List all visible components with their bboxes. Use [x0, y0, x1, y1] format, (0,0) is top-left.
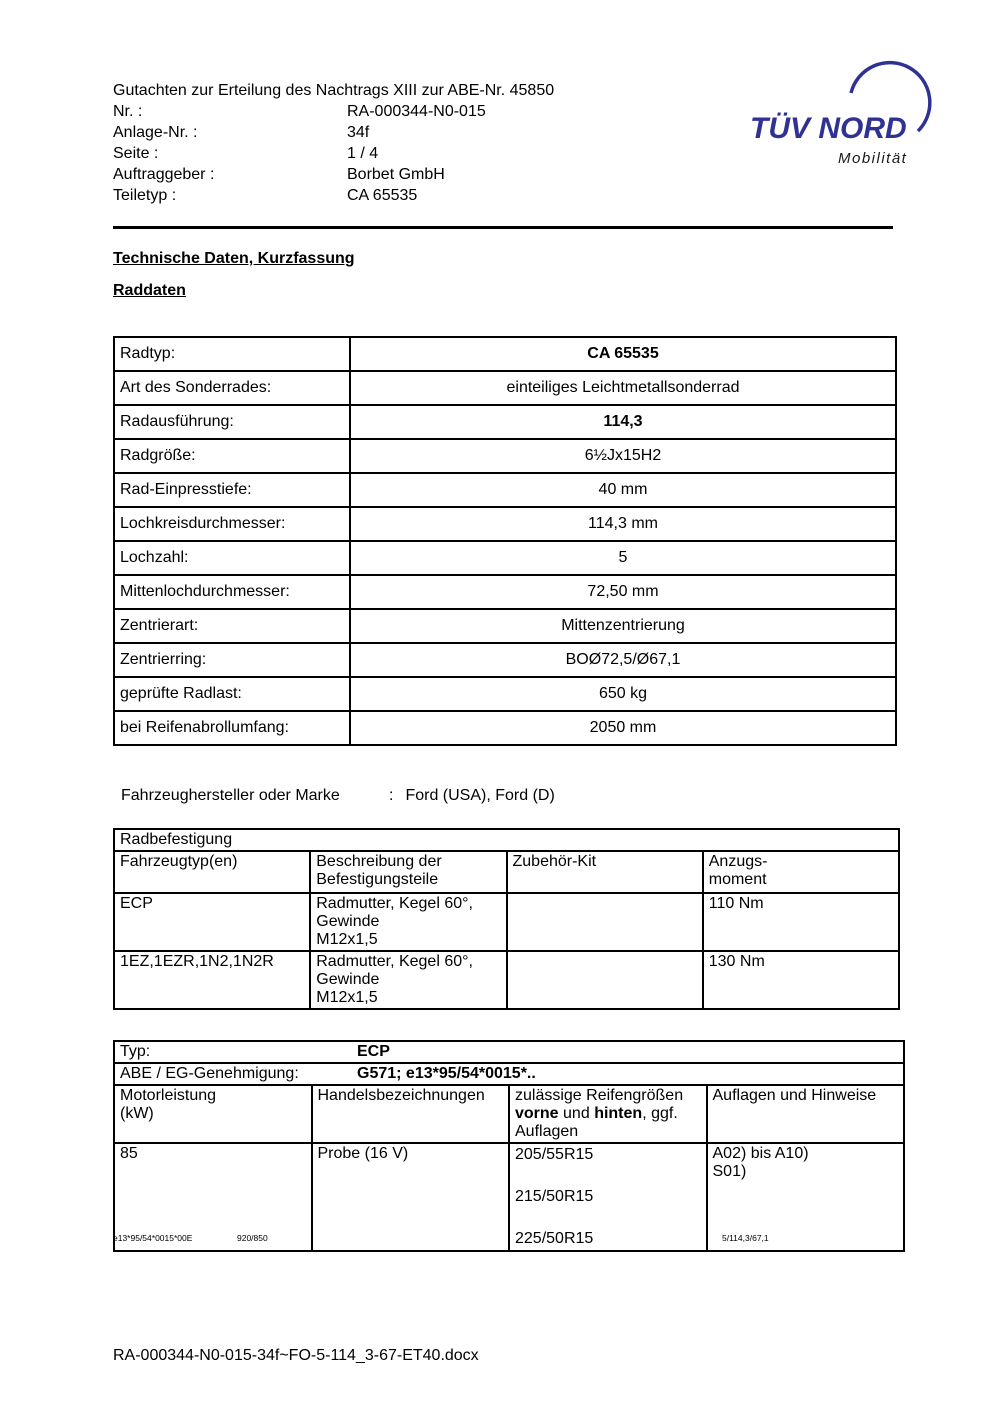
row-value: Mittenzentrierung [350, 609, 896, 643]
table-row [114, 439, 896, 473]
table-row [114, 405, 896, 439]
handelsbezeichnung-cell: Probe (16 V) [312, 1143, 510, 1251]
auflage-line: S01) [712, 1163, 747, 1180]
row-value: 114,3 mm [350, 507, 896, 541]
typ-value: ECP [357, 1043, 390, 1060]
beschreibung-line: M12x1,5 [316, 931, 378, 948]
tire-size: 205/55R15 [515, 1146, 594, 1163]
row-value: einteiliges Leichtmetallsonderrad [350, 371, 896, 405]
header-field-anlage [113, 122, 554, 143]
field-value: 34f [347, 124, 370, 141]
table-row [114, 609, 896, 643]
table-title-row [114, 829, 899, 851]
logo-brand-text: TÜV NORD [750, 112, 907, 145]
table-header-row [114, 1085, 904, 1143]
row-value: CA 65535 [350, 337, 896, 371]
hersteller-value: Ford (USA), Ford (D) [405, 787, 555, 804]
row-value: 72,50 mm [350, 575, 896, 609]
row-value: 40 mm [350, 473, 896, 507]
header-field-nr [113, 101, 554, 122]
row-value: 6½Jx15H2 [350, 439, 896, 473]
field-value: Borbet GmbH [347, 166, 445, 183]
section-heading-raddaten: Raddaten [113, 282, 186, 299]
row-label: Zentrierart: [114, 609, 350, 643]
column-header [114, 1085, 312, 1143]
document-header [113, 80, 554, 206]
field-label: Anlage-Nr. : [113, 124, 198, 141]
table-row [114, 337, 896, 371]
field-label: Nr. : [113, 103, 143, 120]
zubehoer-cell [507, 893, 703, 951]
footnote-load-code: 920/850 [237, 1233, 268, 1243]
row-label: Art des Sonderrades: [114, 371, 350, 405]
row-value: 114,3 [350, 405, 896, 439]
row-label: bei Reifenabrollumfang: [114, 711, 350, 745]
column-header: Beschreibung der Befestigungsteile [310, 851, 506, 893]
row-label: Radausführung: [114, 405, 350, 439]
footnote-approval-code: e13*95/54*0015*00E [113, 1233, 193, 1243]
column-header [703, 851, 899, 893]
field-label: Teiletyp : [113, 187, 177, 204]
header-field-auftraggeber [113, 164, 554, 185]
table-row [114, 507, 896, 541]
field-label: Seite : [113, 145, 159, 162]
column-header: Zubehör-Kit [507, 851, 703, 893]
column-header-line: (kW) [120, 1105, 154, 1122]
table-row [114, 711, 896, 745]
column-header-line: Motorleistung [120, 1087, 217, 1104]
row-label: Lochzahl: [114, 541, 350, 575]
column-header-line: moment [708, 871, 767, 888]
row-value: 650 kg [350, 677, 896, 711]
field-value: 1 / 4 [347, 145, 379, 162]
typ-table [113, 1040, 905, 1252]
beschreibung-cell [310, 893, 506, 951]
logo-subtitle-text: Mobilität [838, 150, 908, 167]
table-footnotes [113, 1233, 905, 1245]
row-label: Lochkreisdurchmesser: [114, 507, 350, 541]
document-title: Gutachten zur Erteilung des Nachtrags XIII zur ABE-Nr. 45850 [113, 82, 555, 99]
row-label: Radtyp: [114, 337, 350, 371]
column-header: Handelsbezeichnungen [312, 1085, 510, 1143]
column-header-line [515, 1105, 701, 1141]
raddaten-table [113, 336, 897, 746]
table-row [114, 473, 896, 507]
table-row [114, 371, 896, 405]
field-value: RA-000344-N0-015 [347, 103, 486, 120]
abe-label: ABE / EG-Genehmigung: [120, 1065, 299, 1082]
radbefestigung-table [113, 828, 900, 1010]
tire-size: 215/50R15 [515, 1188, 594, 1205]
section-heading-technische-daten: Technische Daten, Kurzfassung [113, 250, 355, 267]
document-filename: RA-000344-N0-015-34f~FO-5-114_3-67-ET40.docx [113, 1347, 479, 1364]
radbefestigung-title: Radbefestigung [114, 829, 899, 851]
table-row [114, 541, 896, 575]
table-row [114, 643, 896, 677]
bold-word: hinten [594, 1105, 643, 1122]
table-row [114, 575, 896, 609]
tuv-nord-logo [748, 55, 948, 173]
row-label: Rad-Einpresstiefe: [114, 473, 350, 507]
beschreibung-cell [310, 951, 506, 1009]
field-label: Auftraggeber : [113, 166, 215, 183]
row-label: Zentrierring: [114, 643, 350, 677]
plain-word: und [563, 1105, 590, 1122]
column-header: Auflagen und Hinweise [707, 1085, 905, 1143]
field-value: CA 65535 [347, 187, 418, 204]
column-header-line: zulässige Reifengrößen [515, 1087, 684, 1104]
table-row [114, 893, 899, 951]
footnote-bolt-pattern: 5/114,3/67,1 [722, 1233, 769, 1243]
row-label: geprüfte Radlast: [114, 677, 350, 711]
row-label: Radgröße: [114, 439, 350, 473]
table-row [114, 677, 896, 711]
beschreibung-line: M12x1,5 [316, 989, 378, 1006]
hersteller-label: Fahrzeughersteller oder Marke [121, 787, 340, 804]
column-header [509, 1085, 707, 1143]
fahrzeugtyp-cell: ECP [114, 893, 310, 951]
tuv-nord-logo-graphic [748, 55, 948, 173]
table-row [114, 951, 899, 1009]
fahrzeugtyp-cell: 1EZ,1EZR,1N2,1N2R [114, 951, 310, 1009]
anzugsmoment-cell: 110 Nm [703, 893, 899, 951]
header-field-seite [113, 143, 554, 164]
typ-row [114, 1041, 904, 1063]
typ-label: Typ: [120, 1043, 151, 1060]
abe-cell [114, 1063, 904, 1085]
plain-word: , ggf. Auflagen [515, 1105, 678, 1140]
table-header-row [114, 851, 899, 893]
row-value: 5 [350, 541, 896, 575]
header-field-teiletyp [113, 185, 554, 206]
hersteller-line [121, 787, 555, 805]
column-header: Fahrzeugtyp(en) [114, 851, 310, 893]
auflage-line: A02) bis A10) [712, 1145, 809, 1162]
abe-row [114, 1063, 904, 1085]
anzugsmoment-cell: 130 Nm [703, 951, 899, 1009]
typ-cell [114, 1041, 904, 1063]
abe-value: G571; e13*95/54*0015*.. [357, 1065, 536, 1082]
beschreibung-line: Radmutter, Kegel 60°, Gewinde [316, 953, 473, 988]
zubehoer-cell [507, 951, 703, 1009]
bold-word: vorne [515, 1105, 559, 1122]
motorleistung-cell: 85 [114, 1143, 312, 1251]
beschreibung-line: Radmutter, Kegel 60°, Gewinde [316, 895, 473, 930]
hersteller-colon: : [389, 787, 394, 804]
tire-size: 225/50R15 [515, 1230, 594, 1247]
column-header-line: Anzugs- [708, 853, 768, 870]
row-value: 2050 mm [350, 711, 896, 745]
row-label: Mittenlochdurchmesser: [114, 575, 350, 609]
row-value: BOØ72,5/Ø67,1 [350, 643, 896, 677]
header-divider [113, 226, 893, 229]
